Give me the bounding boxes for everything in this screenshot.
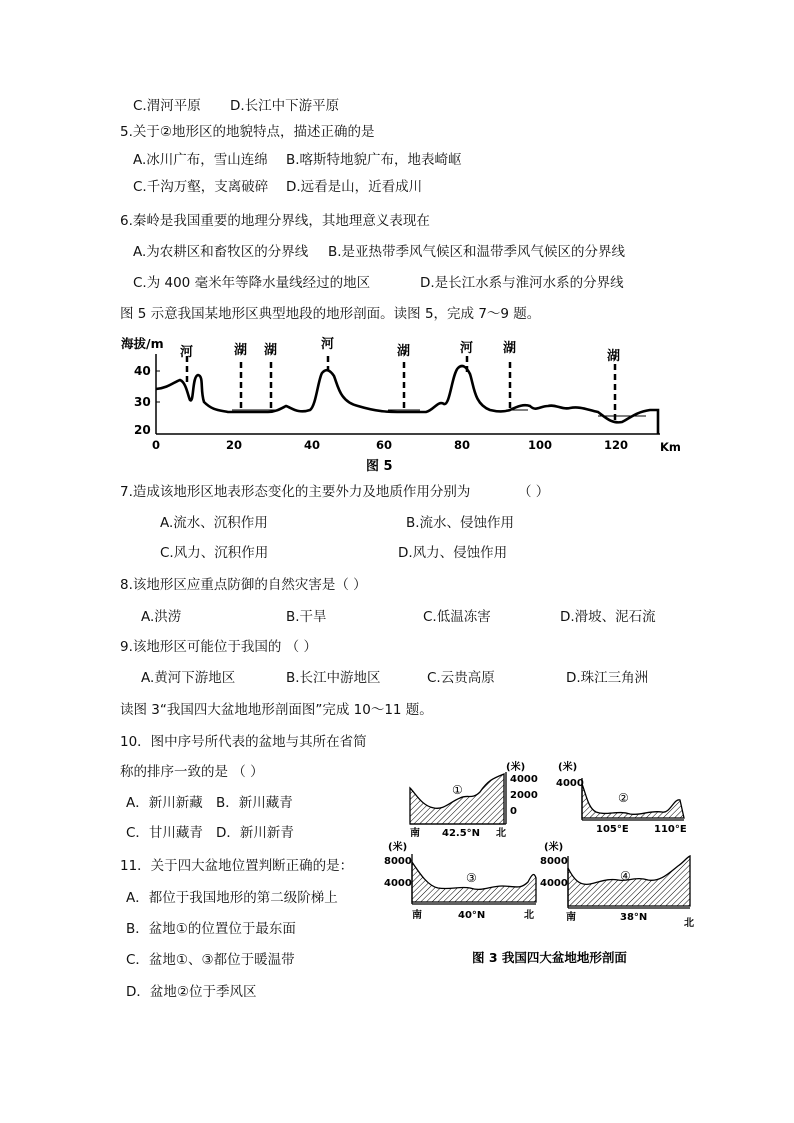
fig3-p1-north: 北 <box>496 828 506 839</box>
q6-stem: 6.秦岭是我国重要的地理分界线，其地理意义表现在 <box>120 213 430 229</box>
fig3-p1-tick-2000: 2000 <box>510 790 538 801</box>
fig3-p3-south: 南 <box>412 910 422 921</box>
fig5-label-river-2: 河 <box>321 337 335 352</box>
q7-option-a: A.流水、沉积作用 <box>160 515 268 531</box>
q6-option-a: A.为农耕区和畜牧区的分界线 <box>133 244 309 260</box>
q11-option-b: B．盆地①的位置位于最东面 <box>126 921 296 937</box>
q11-option-c: C．盆地①、③都位于暖温带 <box>126 952 295 968</box>
q10-stem-line-1: 10．图中序号所代表的盆地与其所在省简 <box>120 734 367 750</box>
fig5-xtick-120: 120 <box>604 438 629 452</box>
fig3-p2-tick-4000: 4000 <box>556 778 584 789</box>
fig5-ytick-30: 30 <box>134 395 151 409</box>
fig5-intro: 图 5 示意我国某地形区典型地段的地形剖面。读图 5，完成 7～9 题。 <box>120 306 541 322</box>
q6-option-d: D.是长江水系与淮河水系的分界线 <box>420 275 624 291</box>
fig5-xunit: Km <box>660 440 681 454</box>
q10-option-b: B．新川藏青 <box>216 795 293 811</box>
q4-option-c: C.渭河平原 <box>133 98 201 114</box>
fig5-label-river-3: 河 <box>460 341 474 356</box>
fig3-p2-lon-110: 110°E <box>654 824 687 835</box>
q5-option-c: C.千沟万壑，支离破碎 <box>133 179 269 195</box>
fig5-xtick-80: 80 <box>454 438 471 452</box>
fig3-p4-unit: (米) <box>544 842 564 853</box>
q11-stem: 11．关于四大盆地位置判断正确的是： <box>120 858 354 874</box>
fig3-p2-lon-105: 105°E <box>596 824 629 835</box>
q8-option-d: D.滑坡、泥石流 <box>560 609 656 625</box>
q9-option-b: B.长江中游地区 <box>286 670 381 686</box>
q9-option-a: A.黄河下游地区 <box>141 670 236 686</box>
fig5-label-lake-3: 湖 <box>397 344 411 359</box>
fig3-p4-tick-4000: 4000 <box>540 878 568 889</box>
fig3-p1-south: 南 <box>410 828 420 839</box>
fig3-p1-lat: 42.5°N <box>442 828 481 839</box>
fig3-p4-south: 南 <box>566 912 576 923</box>
q7-option-c: C.风力、沉积作用 <box>160 545 269 561</box>
fig5-ylabel: 海拔/m <box>121 336 164 351</box>
fig3-p4-tick-8000: 8000 <box>540 856 568 867</box>
fig3-p1-tick-4000: 4000 <box>510 774 538 785</box>
fig3-caption: 图 3 我国四大盆地地形剖面 <box>472 950 627 965</box>
q11-option-d: D．盆地②位于季风区 <box>126 984 257 1000</box>
fig3-p3-tick-8000: 8000 <box>384 856 412 867</box>
q8-option-c: C.低温冻害 <box>423 609 491 625</box>
fig5-caption: 图 5 <box>366 459 393 474</box>
fig5-ytick-40: 40 <box>134 364 151 378</box>
q7-option-d: D.风力、侵蚀作用 <box>398 545 508 561</box>
q10-option-d: D．新川新青 <box>216 825 294 841</box>
fig5-label-lake-5: 湖 <box>607 349 621 364</box>
q5-option-a: A.冰川广布，雪山连绵 <box>133 152 268 168</box>
fig3-p4-lat: 38°N <box>620 912 648 923</box>
fig3-p3-unit: (米) <box>388 842 408 853</box>
fig3-p3-north: 北 <box>524 910 534 921</box>
q6-option-b: B.是亚热带季风气候区和温带季风气候区的分界线 <box>328 244 626 260</box>
q7-stem: 7.造成该地形区地表形态变化的主要外力及地质作用分别为 <box>120 484 471 500</box>
fig3-panel-4 <box>540 840 694 929</box>
fig5-xtick-20: 20 <box>226 438 243 452</box>
fig3-p1-num: ① <box>452 783 463 797</box>
figure-3-basin-profiles <box>372 758 702 978</box>
fig3-p4-north: 北 <box>684 918 694 929</box>
q6-option-c: C.为 400 毫米年等降水量线经过的地区 <box>133 275 371 291</box>
q4-option-d: D.长江中下游平原 <box>230 98 340 114</box>
fig3-p4-num: ④ <box>620 869 631 883</box>
fig3-p3-num: ③ <box>466 871 477 885</box>
fig5-label-lake-1: 湖 <box>234 343 248 358</box>
q5-option-b: B.喀斯特地貌广布，地表崎岖 <box>286 152 462 168</box>
q10-option-c: C．甘川藏青 <box>126 825 203 841</box>
fig5-xtick-100: 100 <box>528 438 553 452</box>
q11-option-a: A．都位于我国地形的第二级阶梯上 <box>126 890 338 906</box>
q9-option-c: C.云贵高原 <box>427 670 495 686</box>
fig5-xtick-0: 0 <box>152 438 161 452</box>
fig5-label-river-1: 河 <box>180 345 194 360</box>
fig3-panel-3 <box>384 840 536 921</box>
fig5-profile-line <box>156 366 658 434</box>
fig5-xtick-60: 60 <box>376 438 393 452</box>
q5-stem: 5.关于②地形区的地貌特点，描述正确的是 <box>120 124 375 140</box>
q10-option-a: A．新川新藏 <box>126 795 203 811</box>
q8-option-b: B.干旱 <box>286 609 327 625</box>
fig3-intro: 读图 3“我国四大盆地地形剖面图”完成 10～11 题。 <box>120 702 433 718</box>
fig3-p3-lat: 40°N <box>458 910 486 921</box>
q9-stem: 9.该地形区可能位于我国的 （ ） <box>120 639 317 655</box>
q7-paren: （ ） <box>518 484 550 500</box>
fig3-p1-tick-0: 0 <box>510 806 517 817</box>
fig3-panel-2 <box>556 760 687 835</box>
fig3-p3-tick-4000: 4000 <box>384 878 412 889</box>
q10-stem-line-2: 称的排序一致的是 （ ） <box>120 764 264 780</box>
fig5-label-lake-2: 湖 <box>264 343 278 358</box>
fig3-p2-unit: (米) <box>558 762 578 773</box>
fig3-p1-unit: (米) <box>506 762 526 773</box>
fig5-xtick-40: 40 <box>304 438 321 452</box>
fig5-label-lake-4: 湖 <box>503 341 517 356</box>
figure-5-terrain-profile <box>118 330 688 475</box>
fig3-panel-1 <box>410 760 538 839</box>
q9-option-d: D.珠江三角洲 <box>566 670 649 686</box>
q8-option-a: A.洪涝 <box>141 609 182 625</box>
fig3-p2-num: ② <box>618 791 629 805</box>
q5-option-d: D.远看是山，近看成川 <box>286 179 423 195</box>
fig5-ytick-20: 20 <box>134 423 151 437</box>
q8-stem: 8.该地形区应重点防御的自然灾害是（ ） <box>120 577 367 593</box>
q7-option-b: B.流水、侵蚀作用 <box>406 515 515 531</box>
